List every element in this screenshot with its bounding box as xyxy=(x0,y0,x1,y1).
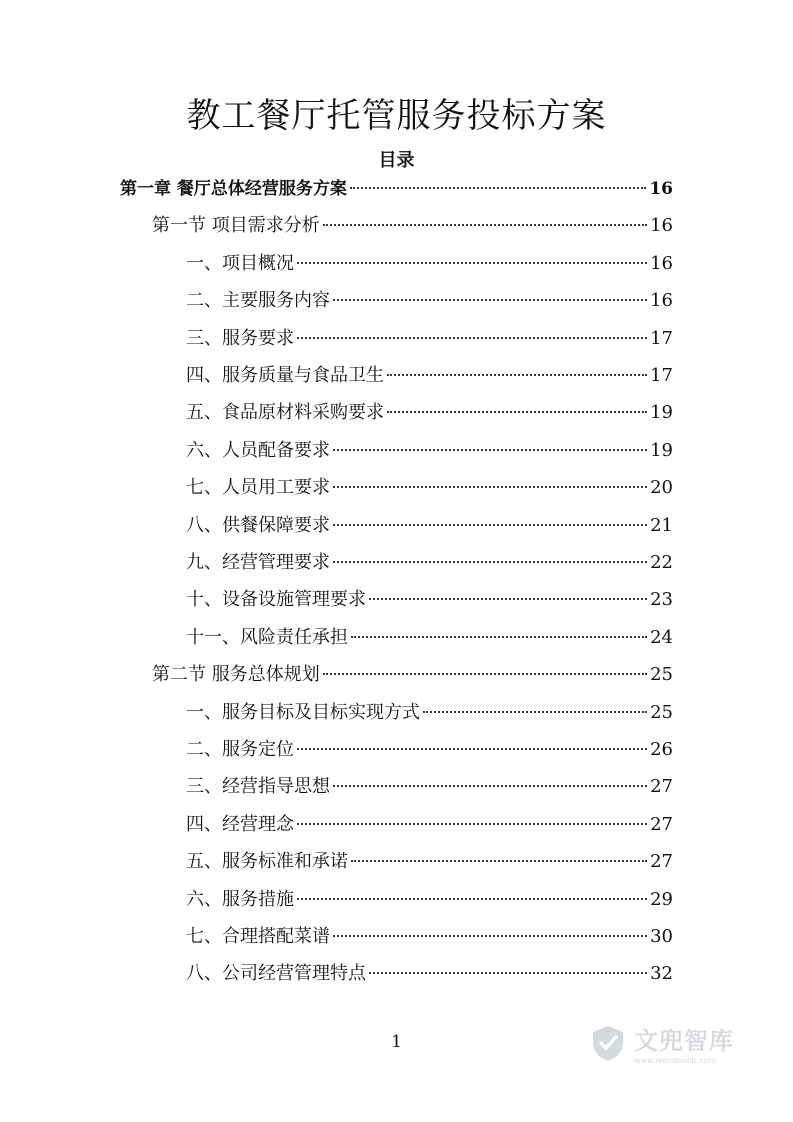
toc-entry-page: 17 xyxy=(650,365,673,386)
toc-entry-page: 17 xyxy=(650,327,673,349)
toc-entry-page: 27 xyxy=(650,813,673,835)
toc-entry-page: 22 xyxy=(650,552,673,573)
toc-dot-leader xyxy=(297,337,647,339)
toc-dot-leader xyxy=(323,673,647,675)
toc-entry-page: 16 xyxy=(650,290,673,312)
toc-entry[interactable] xyxy=(186,513,673,539)
toc-dot-leader xyxy=(297,262,647,264)
toc-dot-leader xyxy=(323,224,647,226)
toc-entry-page: 16 xyxy=(650,252,673,274)
watermark xyxy=(588,1018,758,1068)
toc-entry-page: 26 xyxy=(650,739,673,760)
toc-entry[interactable] xyxy=(186,475,673,501)
toc-entry-page: 27 xyxy=(650,776,673,798)
toc-entry-page: 29 xyxy=(650,888,673,910)
toc-dot-leader xyxy=(387,374,647,376)
toc-entry-label: 一、项目概况 xyxy=(186,252,294,274)
toc-entry-label: 六、人员配备要求 xyxy=(186,439,330,461)
toc-dot-leader xyxy=(333,524,647,526)
toc-entry-page: 21 xyxy=(650,514,673,536)
toc-entry[interactable] xyxy=(152,662,673,688)
toc-entry-page: 23 xyxy=(650,589,673,611)
document-title: 教工餐厅托管服务投标方案 xyxy=(186,96,607,136)
toc-entry-label: 二、服务定位 xyxy=(186,739,294,760)
toc-entry-page: 27 xyxy=(650,851,673,873)
toc-entry-label: 第一节 项目需求分析 xyxy=(152,215,320,237)
toc-entry[interactable] xyxy=(152,213,673,239)
watermark-title: 文兜智库 xyxy=(634,1027,734,1055)
toc-dot-leader xyxy=(333,785,647,787)
toc-dot-leader xyxy=(351,636,647,638)
toc-entry[interactable] xyxy=(186,326,673,352)
toc-entry-label: 八、公司经营管理特点 xyxy=(186,963,366,985)
toc-entry-page: 19 xyxy=(650,402,673,424)
toc-entry[interactable] xyxy=(186,849,673,875)
toc-dot-leader xyxy=(351,860,647,862)
toc-entry[interactable] xyxy=(186,737,673,763)
toc-entry-label: 三、服务要求 xyxy=(186,327,294,349)
toc-dot-leader xyxy=(369,972,647,974)
toc-entry[interactable] xyxy=(186,625,673,651)
toc-entry-page: 25 xyxy=(650,701,673,723)
toc-dot-leader xyxy=(333,449,647,451)
toc-entry-label: 第一章 餐厅总体经营服务方案 xyxy=(120,179,347,199)
toc-entry[interactable] xyxy=(186,924,673,950)
toc-entry-label: 四、经营理念 xyxy=(186,813,294,835)
toc-entry[interactable] xyxy=(186,550,673,576)
toc-entry-page: 32 xyxy=(650,963,673,985)
toc-entry-label: 三、经营指导思想 xyxy=(186,776,330,798)
toc-entry-label: 十、设备设施管理要求 xyxy=(186,589,366,611)
toc-entry-page: 25 xyxy=(650,664,673,686)
toc-dot-leader xyxy=(333,299,647,301)
toc-dot-leader xyxy=(297,748,647,750)
toc-entry-label: 一、服务目标及目标实现方式 xyxy=(186,701,420,723)
toc-entry-page: 30 xyxy=(650,926,673,947)
toc-entry-label: 七、合理搭配菜谱 xyxy=(186,926,330,947)
toc-dot-leader xyxy=(423,711,647,713)
toc-entry[interactable] xyxy=(186,400,673,426)
toc-entry[interactable] xyxy=(186,774,673,800)
toc-entry[interactable] xyxy=(186,812,673,838)
toc-dot-leader xyxy=(333,561,647,563)
toc-entry-label: 二、主要服务内容 xyxy=(186,290,330,312)
toc-dot-leader xyxy=(297,898,647,900)
toc-entry-label: 第二节 服务总体规划 xyxy=(152,664,320,686)
toc-entry[interactable] xyxy=(120,176,673,202)
toc-entry[interactable] xyxy=(186,438,673,464)
toc-entry-page: 16 xyxy=(650,215,673,237)
toc-dot-leader xyxy=(333,486,647,488)
toc-entry-label: 五、食品原材料采购要求 xyxy=(186,402,384,424)
toc-dot-leader xyxy=(350,187,646,189)
toc-dot-leader xyxy=(297,823,647,825)
toc-entry-page: 16 xyxy=(649,179,673,199)
toc-dot-leader xyxy=(333,935,647,937)
toc-entry[interactable] xyxy=(186,288,673,314)
toc-entry-page: 24 xyxy=(650,626,673,648)
toc-entry[interactable] xyxy=(186,700,673,726)
toc-dot-leader xyxy=(369,598,647,600)
toc-entry[interactable] xyxy=(186,961,673,987)
toc-entry[interactable] xyxy=(186,587,673,613)
toc-entry-label: 五、服务标准和承诺 xyxy=(186,851,348,873)
shield-logo-icon xyxy=(588,1023,628,1063)
toc-entry-label: 七、人员用工要求 xyxy=(186,477,330,499)
toc-dot-leader xyxy=(387,411,647,413)
toc-entry-label: 十一、风险责任承担 xyxy=(186,626,348,648)
toc-entry-label: 四、服务质量与食品卫生 xyxy=(186,365,384,386)
toc-entry-label: 八、供餐保障要求 xyxy=(186,514,330,536)
toc-entry-label: 六、服务措施 xyxy=(186,888,294,910)
toc-entry-page: 20 xyxy=(650,477,673,499)
toc-entry[interactable] xyxy=(186,887,673,913)
watermark-url: www.wendoulib.com xyxy=(634,1056,717,1065)
toc-entry-page: 19 xyxy=(650,439,673,461)
toc-entry-label: 九、经营管理要求 xyxy=(186,552,330,573)
page-number: 1 xyxy=(391,1032,402,1052)
toc-heading: 目录 xyxy=(378,150,415,171)
toc-entry[interactable] xyxy=(186,251,673,277)
toc-entry[interactable] xyxy=(186,363,673,389)
